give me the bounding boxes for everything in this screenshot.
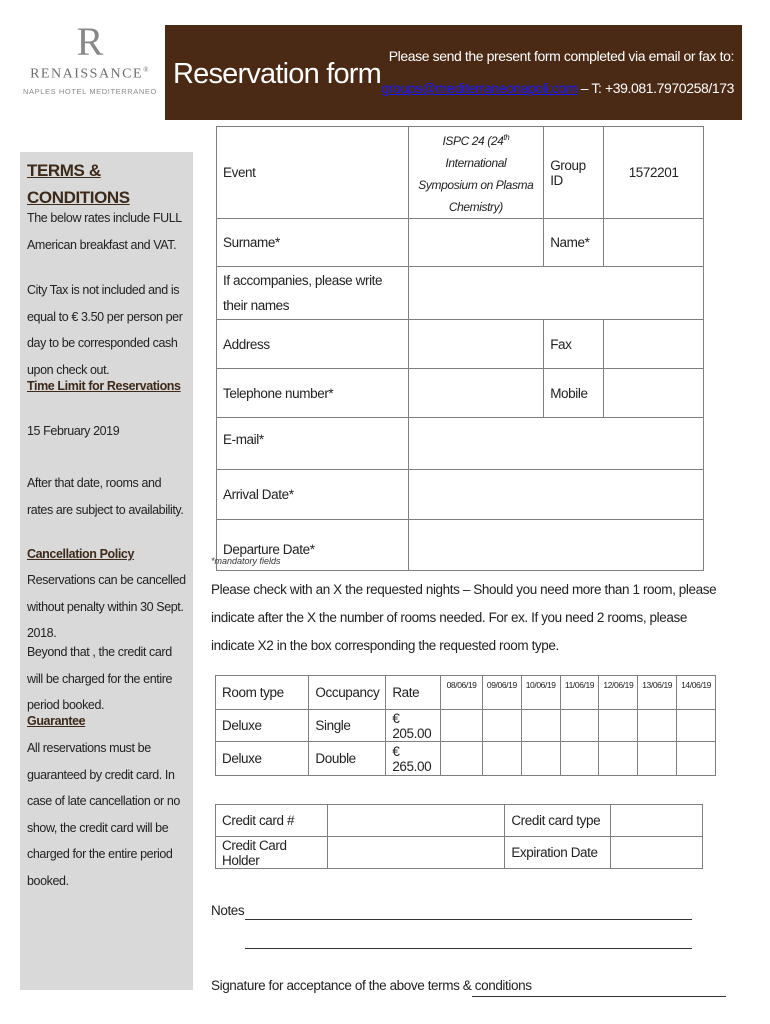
night-checkbox[interactable] (638, 742, 677, 776)
night-checkbox[interactable] (521, 710, 560, 742)
card-holder-label: Credit Card Holder (216, 837, 328, 869)
accompanies-field[interactable] (408, 267, 703, 320)
nights-instructions: Please check with an X the requested nights – Should you need more than 1 room, please indicate after the X the number of rooms needed. For ex. If you need 2 rooms, please indicate X2 in the box corresponding the requested room type. (211, 582, 717, 653)
page-title: Reservation form (173, 58, 381, 90)
date-header: 08/06/19 (441, 676, 483, 710)
card-type-label: Credit card type (505, 805, 611, 837)
logo-mark: R (76, 19, 104, 64)
mandatory-note: *mandatory fields (211, 556, 281, 566)
telephone-field[interactable] (408, 369, 544, 418)
credit-card-table (215, 804, 703, 869)
date-header: 10/06/19 (521, 676, 560, 710)
night-checkbox[interactable] (638, 710, 677, 742)
mobile-field[interactable] (604, 369, 704, 418)
night-checkbox[interactable] (441, 742, 483, 776)
name-field[interactable] (604, 219, 704, 267)
expiration-label: Expiration Date (505, 837, 611, 869)
guarantee-text: All reservations must be guaranteed by credit card. In case of late cancellation or no show, the credit card will be charged for the entire period booked. (27, 741, 180, 888)
night-checkbox[interactable] (521, 742, 560, 776)
card-holder-field[interactable] (327, 837, 505, 869)
surname-field[interactable] (408, 219, 544, 267)
notes-label: Notes (211, 903, 245, 918)
hotel-logo (20, 19, 160, 96)
header-instructions: Please send the present form completed via email or fax to: (388, 48, 734, 64)
night-checkbox[interactable] (677, 742, 716, 776)
header-contact (382, 80, 734, 96)
night-checkbox[interactable] (441, 710, 483, 742)
night-checkbox[interactable] (482, 710, 521, 742)
night-checkbox[interactable] (560, 710, 599, 742)
address-label: Address (217, 320, 409, 369)
room-rate: € 265.00 (386, 742, 441, 776)
arrival-label: Arrival Date* (217, 470, 409, 520)
date-header: 14/06/19 (677, 676, 716, 710)
telephone-label: Telephone number* (217, 369, 409, 418)
date-header: 11/06/19 (560, 676, 599, 710)
form-header (165, 25, 742, 120)
rooms-header-row (216, 676, 716, 710)
phone-text: – T: +39.081.7970258/173 (577, 80, 734, 96)
card-type-field[interactable] (611, 805, 703, 837)
terms-heading: TERMS & CONDITIONS (27, 161, 130, 207)
departure-label: Departure Date* (217, 520, 409, 571)
time-limit-date: 15 February 2019 (27, 424, 120, 438)
accompanies-label: If accompanies, please write their names (217, 267, 409, 320)
guest-details-table (216, 126, 704, 571)
surname-label: Surname* (217, 219, 409, 267)
notes-line[interactable] (245, 919, 692, 920)
name-label: Name* (544, 219, 604, 267)
notes-line[interactable] (245, 948, 692, 949)
room-type: Deluxe (216, 742, 309, 776)
event-value: ISPC 24 (24th International Symposium on Plasma Chemistry) (408, 127, 544, 219)
room-row (216, 710, 716, 742)
date-header: 09/06/19 (482, 676, 521, 710)
cancellation-text: Reservations can be cancelled without penalty within 30 Sept. 2018. (27, 573, 186, 640)
room-occupancy: Double (309, 742, 386, 776)
guarantee-heading: Guarantee (27, 714, 86, 728)
occupancy-header: Occupancy (309, 676, 386, 710)
email-field[interactable] (408, 418, 703, 470)
email-link[interactable]: groups@mediterraneonapoli.com (381, 80, 578, 96)
signature-label: Signature for acceptance of the above terms & conditions (211, 978, 532, 993)
event-label: Event (217, 127, 409, 219)
group-id-label: Group ID (544, 127, 604, 219)
fax-label: Fax (544, 320, 604, 369)
night-checkbox[interactable] (599, 710, 638, 742)
after-date-text: After that date, rooms and rates are subject to availability. (27, 476, 184, 517)
card-number-field[interactable] (327, 805, 505, 837)
room-type: Deluxe (216, 710, 309, 742)
logo-name: RENAISSANCE® (30, 66, 150, 82)
email-label: E-mail* (217, 418, 409, 470)
group-id-value: 1572201 (604, 127, 704, 219)
departure-field[interactable] (408, 520, 703, 571)
expiration-field[interactable] (611, 837, 703, 869)
night-checkbox[interactable] (482, 742, 521, 776)
night-checkbox[interactable] (560, 742, 599, 776)
card-number-label: Credit card # (216, 805, 328, 837)
night-checkbox[interactable] (599, 742, 638, 776)
mobile-label: Mobile (544, 369, 604, 418)
room-row (216, 742, 716, 776)
city-tax-text: City Tax is not included and is equal to € 3.50 per person per day to be corresponded cash upon check out. (27, 283, 183, 377)
rate-header: Rate (386, 676, 441, 710)
cancellation-heading: Cancellation Policy (27, 547, 135, 561)
time-limit-heading: Time Limit for Reservations (27, 379, 181, 393)
fax-field[interactable] (604, 320, 704, 369)
logo-subtitle: NAPLES HOTEL MEDITERRANEO (23, 86, 157, 96)
room-occupancy: Single (309, 710, 386, 742)
address-field[interactable] (408, 320, 544, 369)
signature-line[interactable] (472, 996, 726, 997)
date-header: 12/06/19 (599, 676, 638, 710)
beyond-text: Beyond that , the credit card will be charged for the entire period booked. (27, 645, 173, 712)
date-header: 13/06/19 (638, 676, 677, 710)
night-checkbox[interactable] (677, 710, 716, 742)
terms-sidebar (20, 152, 193, 990)
room-type-header: Room type (216, 676, 309, 710)
rates-text: The below rates include FULL American breakfast and VAT. (27, 211, 182, 252)
arrival-field[interactable] (408, 470, 703, 520)
rooms-table (215, 675, 716, 776)
room-rate: € 205.00 (386, 710, 441, 742)
